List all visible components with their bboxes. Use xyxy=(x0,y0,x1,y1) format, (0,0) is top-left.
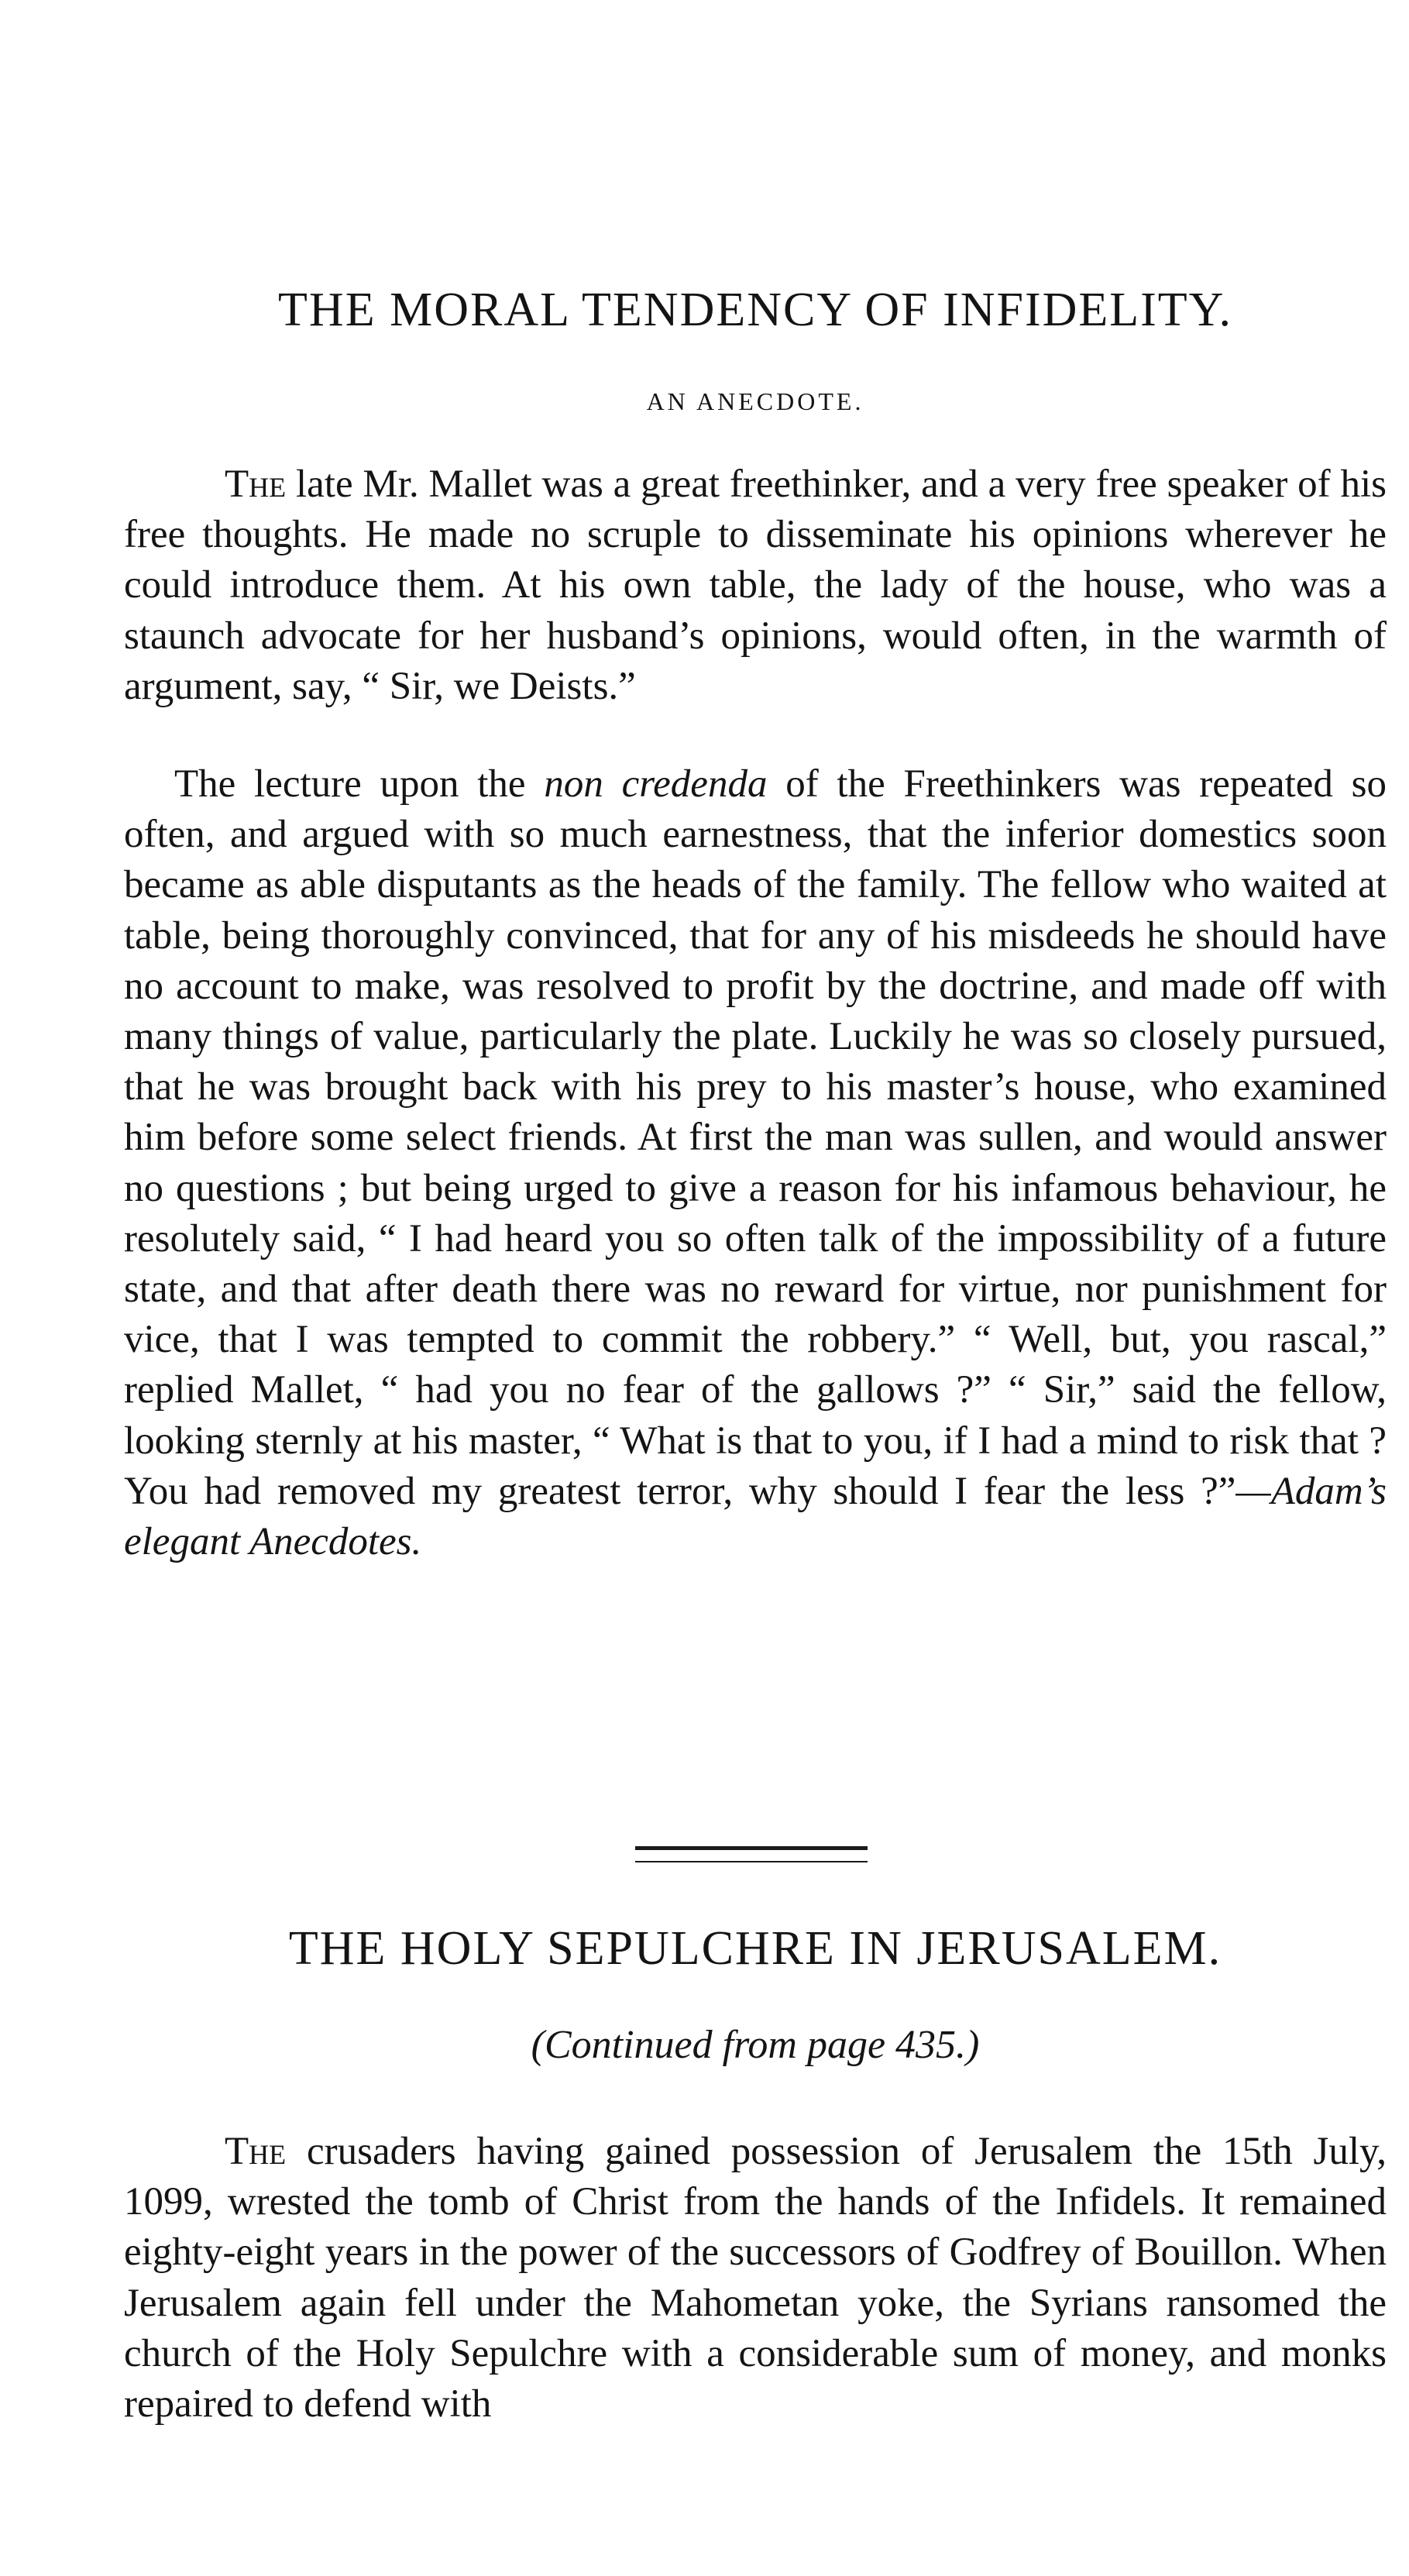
section-divider xyxy=(635,1846,868,1862)
lead-word: The xyxy=(225,463,287,506)
paragraph-text: The lecture upon the xyxy=(174,762,545,806)
paragraph xyxy=(124,459,1387,712)
lead-word: The xyxy=(225,2130,287,2173)
citation: —Adam’s elegant Anecdotes. xyxy=(124,1469,1387,1564)
article-subtitle: AN ANECDOTE. xyxy=(646,387,864,415)
paragraph xyxy=(124,2127,1387,2430)
paragraph-text: late Mr. Mallet was a great freethinker, and a very free speaker of his free thoughts. He made no scruple to disseminate his opinions wherever he could introduce them. At his own table, the lady of the house, who was a staunch advocate for her husband’s opinions, would often, in the warmth of argument, say, “ Sir, we Deists.” xyxy=(124,463,1387,708)
paragraph-text: crusaders having gained possession of Jerusalem the 15th July, 1099, wrested the tomb of Christ from the hands of the Infidels. It remained eighty-eight years in the power of the successors of Godfrey of Bouillon. When Jerusalem again fell under the Mahometan yoke, the Syrians ransomed the church of the Holy Sepulchre with a considerable sum of money, and monks repaired to defend with xyxy=(124,2130,1387,2426)
article-title: THE HOLY SEPULCHRE IN JERUSALEM. xyxy=(288,1922,1222,1975)
paragraph-text: of the Freethinkers was repeated so often, and argued with so much earnestness, that the inferior domestics soon became as able disputants as the heads of the family. The fellow who waited at table, being thoroughly convinced, that for any of his misdeeds he should have no account to make, was resolved to profit by the doctrine, and made off with many things of value, particularly the plate. Luckily he was so closely pursued, that he was brought back with his prey to his master’s house, who examined him before some select friends. At first the man was sullen, and would answer no questions ; but being urged to give a reason for his infamous behaviour, he resolutely said, “ I had heard you so often talk of the impossibility of a future state, and that after death there was no reward for virtue, nor punishment for vice, that I was tempted to commit the robbery.” “ Well, but, you rascal,” replied Mallet, “ had you no fear of the gallows ?” “ Sir,” said the fellow, looking sternly at his master, “ What is that to you, if I had a mind to risk that ? You had removed my greatest terror, why should I fear the less ?” xyxy=(124,762,1387,1513)
article-title: THE MORAL TENDENCY OF INFIDELITY. xyxy=(278,284,1232,336)
continued-note: (Continued from page 435.) xyxy=(531,2023,980,2067)
paragraph xyxy=(124,759,1387,1567)
italic-phrase: non credenda xyxy=(544,762,768,806)
